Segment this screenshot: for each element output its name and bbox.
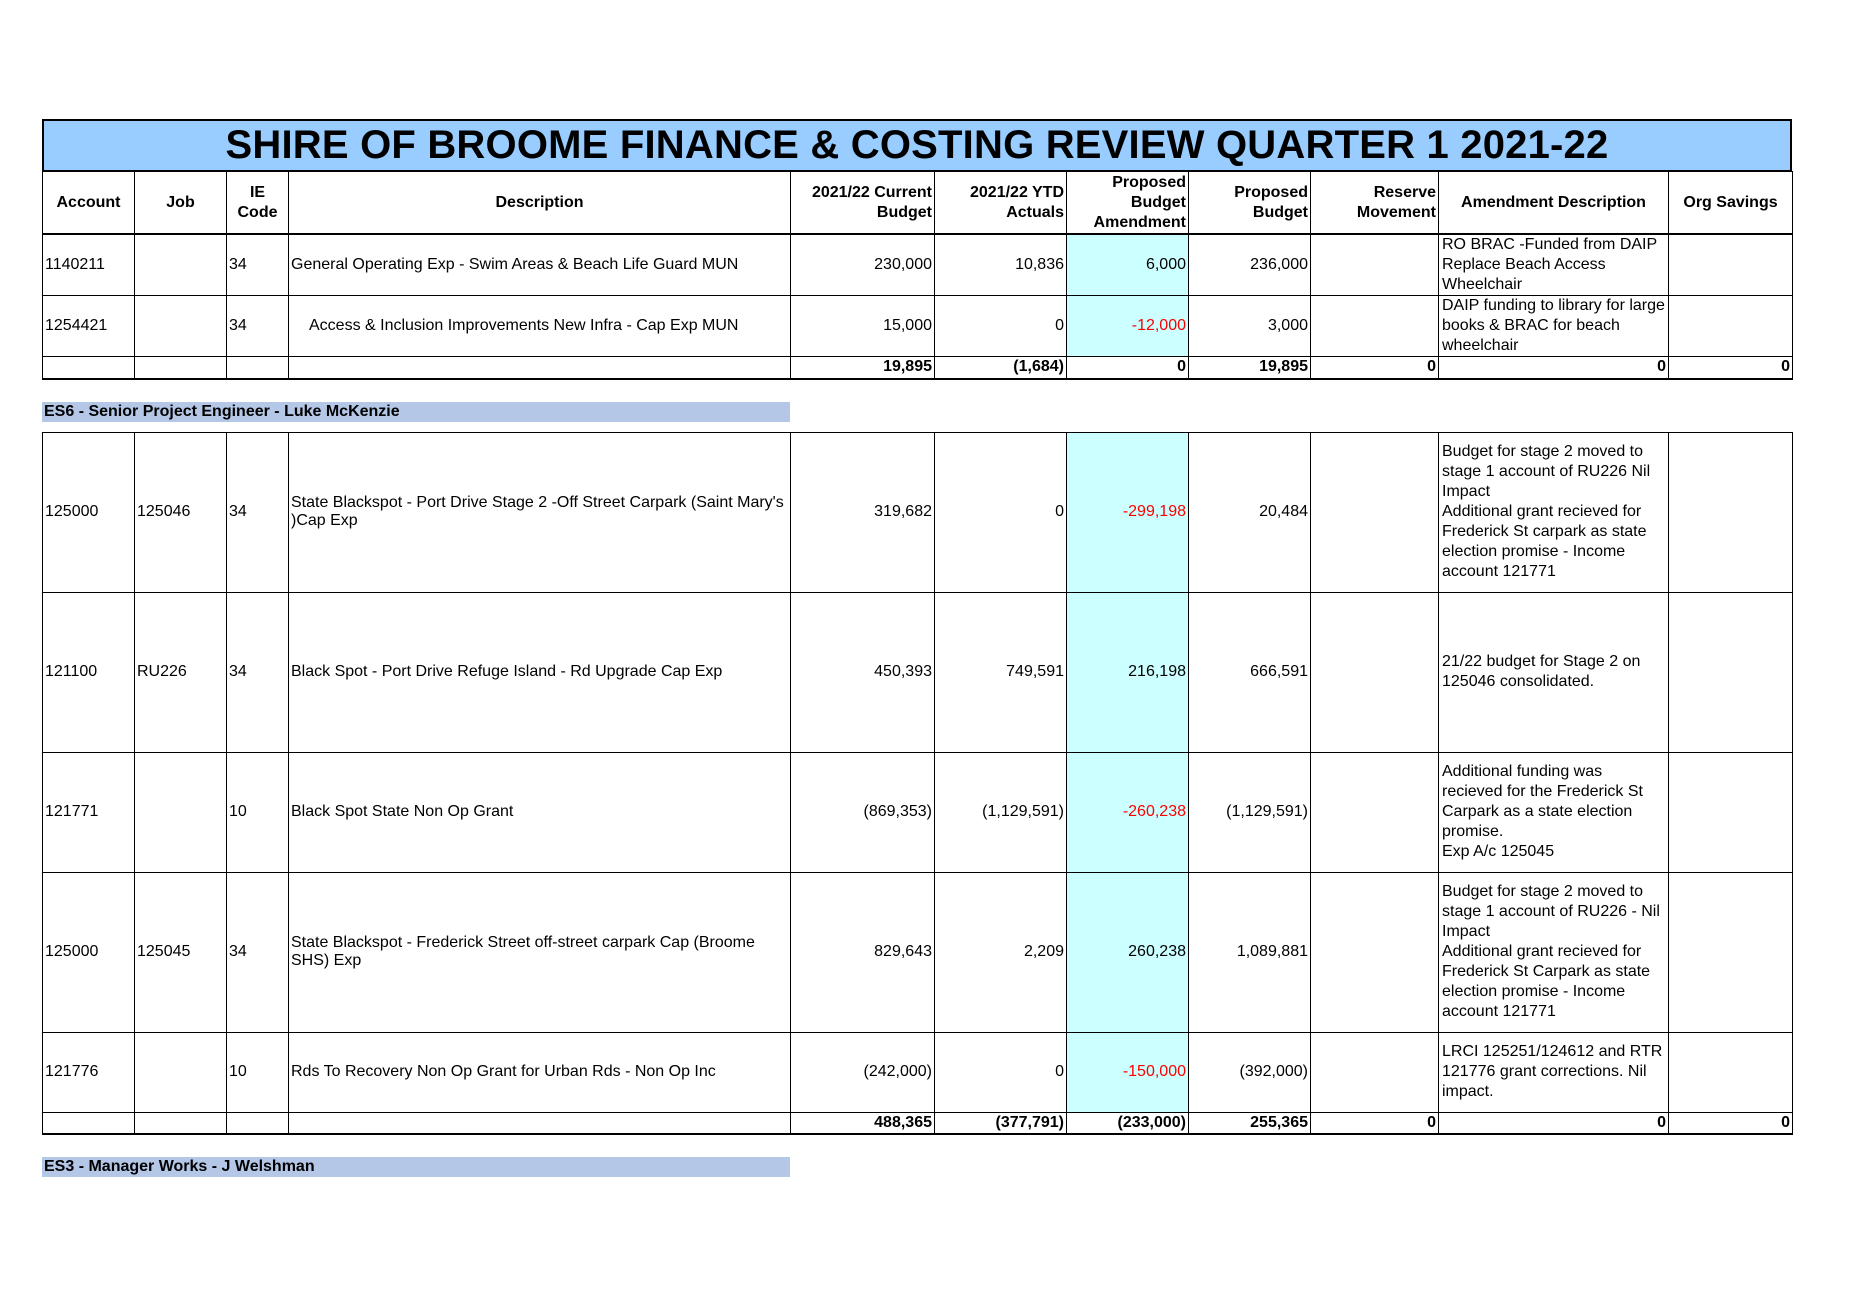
totals-blank (289, 1112, 791, 1134)
totals-blank (135, 357, 227, 379)
table-row (43, 752, 1793, 872)
account-cell: 121776 (43, 1032, 135, 1112)
column-header-row (43, 172, 1793, 234)
block1-table (42, 234, 1793, 380)
report-title: SHIRE OF BROOME FINANCE & COSTING REVIEW QUARTER 1 2021-22 (42, 119, 1792, 171)
amendment-description-cell: 21/22 budget for Stage 2 on 125046 consolidated. (1439, 592, 1669, 752)
col-proposed-amendment: Proposed Budget Amendment (1067, 172, 1189, 234)
total-reserve-movement: 0 (1311, 357, 1439, 379)
table-row (43, 432, 1793, 592)
totals-blank (227, 1112, 289, 1134)
proposed-budget-cell: 3,000 (1189, 296, 1311, 357)
proposed-budget-cell: (1,129,591) (1189, 752, 1311, 872)
account-cell: 1254421 (43, 296, 135, 357)
amendment-description-cell: Additional funding was recieved for the Frederick St Carpark as a state election promise. Exp A/c 125045 (1439, 752, 1669, 872)
total-proposed-budget: 19,895 (1189, 357, 1311, 379)
total-current-budget: 19,895 (791, 357, 935, 379)
total-org-savings: 0 (1669, 357, 1793, 379)
account-cell: 121100 (43, 592, 135, 752)
spacer (42, 1135, 1792, 1157)
proposed-amendment-cell: -299,198 (1067, 432, 1189, 592)
org-savings-cell (1669, 592, 1793, 752)
total-amendment-description: 0 (1439, 357, 1669, 379)
org-savings-cell (1669, 872, 1793, 1032)
description-cell: Black Spot - Port Drive Refuge Island - Rd Upgrade Cap Exp (289, 592, 791, 752)
org-savings-cell (1669, 235, 1793, 296)
description-cell: State Blackspot - Port Drive Stage 2 -Off Street Carpark (Saint Mary's )Cap Exp (289, 432, 791, 592)
job-cell: 125046 (135, 432, 227, 592)
job-cell (135, 752, 227, 872)
ie-code-cell: 34 (227, 296, 289, 357)
total-proposed-amendment: (233,000) (1067, 1112, 1189, 1134)
proposed-amendment-cell: 216,198 (1067, 592, 1189, 752)
amendment-description-cell: RO BRAC -Funded from DAIP Replace Beach Access Wheelchair (1439, 235, 1669, 296)
col-description: Description (289, 172, 791, 234)
table-row (43, 872, 1793, 1032)
amendment-description-cell: LRCI 125251/124612 and RTR 121776 grant corrections. Nil impact. (1439, 1032, 1669, 1112)
account-cell: 121771 (43, 752, 135, 872)
org-savings-cell (1669, 296, 1793, 357)
account-cell: 125000 (43, 432, 135, 592)
ytd-actuals-cell: (1,129,591) (935, 752, 1067, 872)
total-amendment-description: 0 (1439, 1112, 1669, 1134)
col-job: Job (135, 172, 227, 234)
reserve-movement-cell (1311, 235, 1439, 296)
proposed-amendment-cell: -12,000 (1067, 296, 1189, 357)
proposed-budget-cell: 1,089,881 (1189, 872, 1311, 1032)
section-label-es6: ES6 - Senior Project Engineer - Luke McKenzie (42, 402, 790, 422)
col-proposed-budget: Proposed Budget (1189, 172, 1311, 234)
reserve-movement-cell (1311, 872, 1439, 1032)
description-cell: State Blackspot - Frederick Street off-street carpark Cap (Broome SHS) Exp (289, 872, 791, 1032)
table-row (43, 296, 1793, 357)
ie-code-cell: 34 (227, 432, 289, 592)
total-org-savings: 0 (1669, 1112, 1793, 1134)
org-savings-cell (1669, 1032, 1793, 1112)
total-ytd-actuals: (377,791) (935, 1112, 1067, 1134)
current-budget-cell: 319,682 (791, 432, 935, 592)
header-table (42, 171, 1793, 234)
totals-blank (135, 1112, 227, 1134)
ytd-actuals-cell: 10,836 (935, 235, 1067, 296)
spacer (42, 422, 1792, 432)
col-account: Account (43, 172, 135, 234)
account-cell: 125000 (43, 872, 135, 1032)
col-current-budget: 2021/22 Current Budget (791, 172, 935, 234)
current-budget-cell: 829,643 (791, 872, 935, 1032)
amendment-description-cell: DAIP funding to library for large books & BRAC for beach wheelchair (1439, 296, 1669, 357)
ie-code-cell: 34 (227, 592, 289, 752)
description-cell: Access & Inclusion Improvements New Infra - Cap Exp MUN (289, 296, 791, 357)
ie-code-cell: 34 (227, 235, 289, 296)
col-reserve-movement: Reserve Movement (1311, 172, 1439, 234)
total-ytd-actuals: (1,684) (935, 357, 1067, 379)
proposed-amendment-cell: 6,000 (1067, 235, 1189, 296)
reserve-movement-cell (1311, 752, 1439, 872)
totals-blank (43, 1112, 135, 1134)
spacer (42, 380, 1792, 402)
org-savings-cell (1669, 752, 1793, 872)
job-cell (135, 1032, 227, 1112)
table-row (43, 1032, 1793, 1112)
total-proposed-amendment: 0 (1067, 357, 1189, 379)
totals-row (43, 357, 1793, 379)
reserve-movement-cell (1311, 432, 1439, 592)
current-budget-cell: (869,353) (791, 752, 935, 872)
ie-code-cell: 34 (227, 872, 289, 1032)
ytd-actuals-cell: 0 (935, 296, 1067, 357)
totals-blank (289, 357, 791, 379)
table-row (43, 592, 1793, 752)
proposed-budget-cell: 20,484 (1189, 432, 1311, 592)
amendment-description-cell: Budget for stage 2 moved to stage 1 account of RU226 Nil Impact Additional grant recieved for Frederick St carpark as state election promise - Income account 121771 (1439, 432, 1669, 592)
proposed-budget-cell: 236,000 (1189, 235, 1311, 296)
proposed-budget-cell: (392,000) (1189, 1032, 1311, 1112)
reserve-movement-cell (1311, 296, 1439, 357)
current-budget-cell: 230,000 (791, 235, 935, 296)
section-label-es3: ES3 - Manager Works - J Welshman (42, 1157, 790, 1177)
total-proposed-budget: 255,365 (1189, 1112, 1311, 1134)
job-cell: 125045 (135, 872, 227, 1032)
col-ie-code: IE Code (227, 172, 289, 234)
proposed-amendment-cell: -150,000 (1067, 1032, 1189, 1112)
totals-row (43, 1112, 1793, 1134)
table-row (43, 235, 1793, 296)
col-amendment-description: Amendment Description (1439, 172, 1669, 234)
description-cell: General Operating Exp - Swim Areas & Beach Life Guard MUN (289, 235, 791, 296)
ie-code-cell: 10 (227, 752, 289, 872)
totals-blank (227, 357, 289, 379)
total-current-budget: 488,365 (791, 1112, 935, 1134)
job-cell: RU226 (135, 592, 227, 752)
job-cell (135, 235, 227, 296)
description-cell: Rds To Recovery Non Op Grant for Urban Rds - Non Op Inc (289, 1032, 791, 1112)
proposed-amendment-cell: -260,238 (1067, 752, 1189, 872)
col-org-savings: Org Savings (1669, 172, 1793, 234)
reserve-movement-cell (1311, 592, 1439, 752)
col-ytd-actuals: 2021/22 YTD Actuals (935, 172, 1067, 234)
block2-table (42, 432, 1793, 1136)
current-budget-cell: (242,000) (791, 1032, 935, 1112)
amendment-description-cell: Budget for stage 2 moved to stage 1 account of RU226 - Nil Impact Additional grant recieved for Frederick St Carpark as state election promise - Income account 121771 (1439, 872, 1669, 1032)
ie-code-cell: 10 (227, 1032, 289, 1112)
org-savings-cell (1669, 432, 1793, 592)
proposed-budget-cell: 666,591 (1189, 592, 1311, 752)
ytd-actuals-cell: 0 (935, 1032, 1067, 1112)
description-cell: Black Spot State Non Op Grant (289, 752, 791, 872)
current-budget-cell: 450,393 (791, 592, 935, 752)
total-reserve-movement: 0 (1311, 1112, 1439, 1134)
ytd-actuals-cell: 0 (935, 432, 1067, 592)
job-cell (135, 296, 227, 357)
current-budget-cell: 15,000 (791, 296, 935, 357)
reserve-movement-cell (1311, 1032, 1439, 1112)
proposed-amendment-cell: 260,238 (1067, 872, 1189, 1032)
totals-blank (43, 357, 135, 379)
ytd-actuals-cell: 2,209 (935, 872, 1067, 1032)
ytd-actuals-cell: 749,591 (935, 592, 1067, 752)
account-cell: 1140211 (43, 235, 135, 296)
finance-review-sheet (42, 119, 1792, 1177)
